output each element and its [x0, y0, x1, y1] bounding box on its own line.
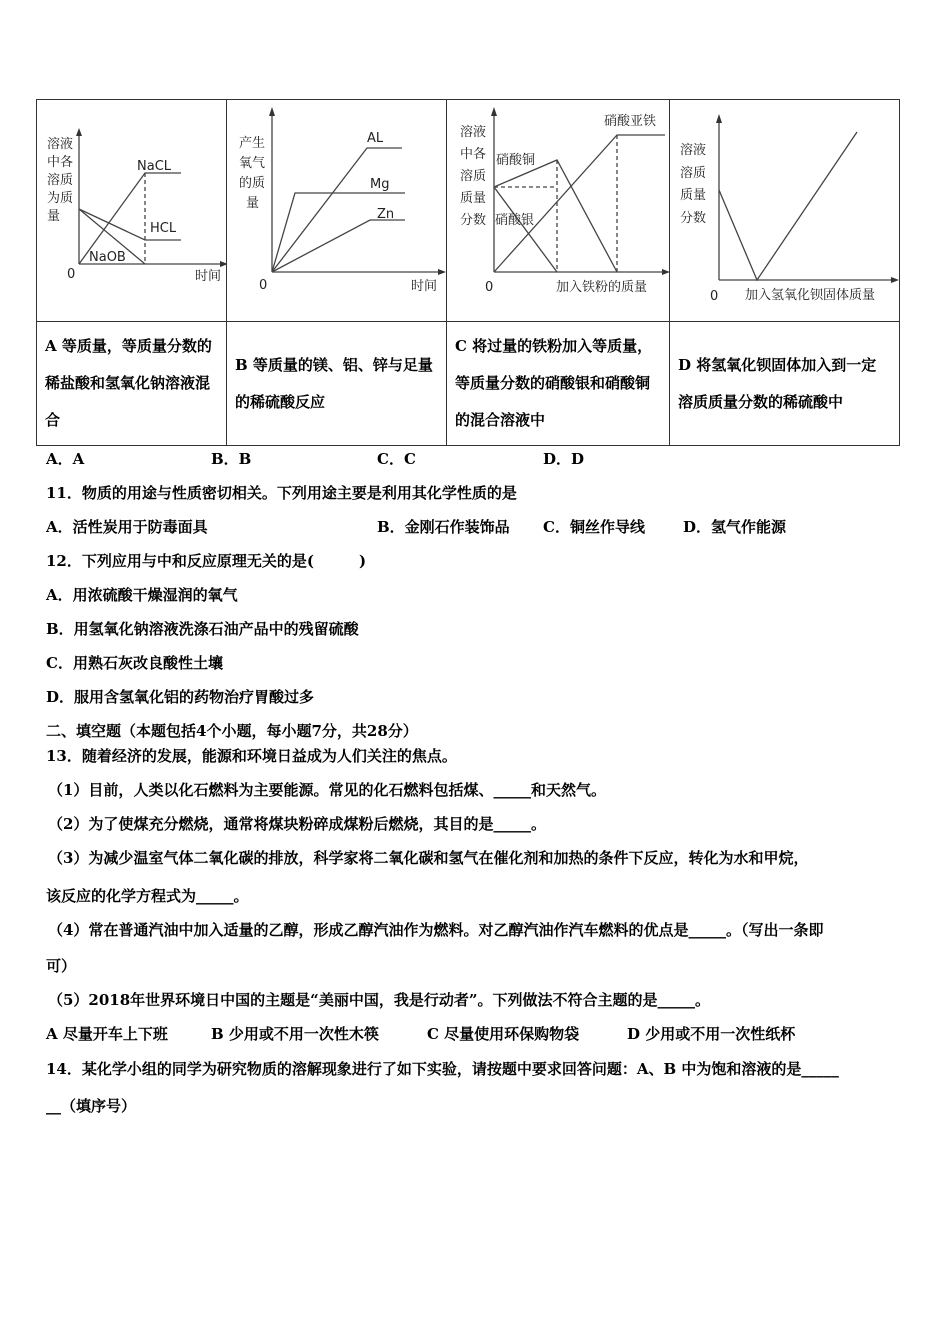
- graph-d-cell: [670, 100, 900, 322]
- svg-text:为质: 为质: [47, 191, 74, 206]
- graph-a-cell: [37, 100, 227, 322]
- svg-text:中各: 中各: [47, 155, 74, 170]
- graph-d: [670, 100, 899, 321]
- q10-option-b: B．B: [211, 450, 252, 468]
- q13-part-3-cont: 该反应的化学方程式为_____。: [46, 887, 249, 905]
- graph-c-cell: [447, 100, 670, 322]
- q13-option-b: B 少用或不用一次性木筷: [211, 1025, 379, 1043]
- series-label: HCL: [150, 221, 177, 236]
- caption-d: D 将氢氧化钡固体加入到一定溶质质量分数的稀硫酸中: [670, 322, 900, 446]
- q13-part-3: （3）为减少温室气体二氧化碳的排放，科学家将二氧化碳和氢气在催化剂和加热的条件下反应，转化为水和甲烷，: [48, 849, 809, 867]
- q12-option-d: D．服用含氢氧化铝的药物治疗胃酸过多: [46, 688, 315, 706]
- graph-a: [37, 100, 226, 321]
- graph-c: [447, 100, 669, 321]
- q11-option-d: D．氢气作能源: [683, 518, 787, 536]
- svg-text:分数: 分数: [460, 213, 487, 228]
- graph-b: [227, 100, 446, 321]
- svg-text:溶液: 溶液: [47, 137, 74, 152]
- series-label: NaCL: [137, 159, 172, 174]
- svg-text:溶液: 溶液: [460, 125, 487, 140]
- q12-stem: 12．下列应用与中和反应原理无关的是( ): [46, 552, 367, 570]
- section-heading: 二、填空题（本题包括4个小题，每小题7分，共28分）: [46, 722, 418, 740]
- q12-option-a: A．用浓硫酸干燥湿润的氧气: [46, 586, 238, 604]
- svg-text:0: 0: [259, 278, 268, 293]
- svg-text:的质: 的质: [239, 176, 266, 191]
- q10-option-d: D．D: [543, 450, 585, 468]
- q10-option-c: C．C: [377, 450, 416, 468]
- q13-option-a: A 尽量开车上下班: [46, 1025, 168, 1043]
- caption-b: B 等质量的镁、铝、锌与足量的稀硫酸反应: [227, 322, 447, 446]
- svg-text:氧气: 氧气: [239, 156, 266, 171]
- svg-text:中各: 中各: [460, 147, 487, 162]
- svg-text:溶液: 溶液: [680, 143, 707, 158]
- q13-part-2: （2）为了使煤充分燃烧，通常将煤块粉碎成煤粉后燃烧，其目的是_____。: [48, 815, 546, 833]
- svg-text:硝酸铜: 硝酸铜: [496, 153, 536, 168]
- svg-text:0: 0: [67, 267, 76, 282]
- svg-text:溶质: 溶质: [680, 166, 707, 181]
- svg-text:加入氢氧化钡固体质量: 加入氢氧化钡固体质量: [745, 288, 876, 303]
- q11-stem: 11．物质的用途与性质密切相关。下列用途主要是利用其化学性质的是: [46, 484, 517, 502]
- q13-option-d: D 少用或不用一次性纸杯: [627, 1025, 796, 1043]
- svg-text:产生: 产生: [239, 136, 266, 151]
- caption-a: A 等质量，等质量分数的稀盐酸和氢氧化钠溶液混合: [37, 322, 227, 446]
- q13-stem: 13．随着经济的发展，能源和环境日益成为人们关注的焦点。: [46, 747, 457, 765]
- svg-text:硝酸银: 硝酸银: [495, 213, 535, 228]
- q13-option-c: C 尽量使用环保购物袋: [427, 1025, 580, 1043]
- svg-text:溶质: 溶质: [460, 169, 487, 184]
- svg-text:AL: AL: [367, 131, 384, 146]
- svg-text:时间: 时间: [195, 269, 222, 284]
- q13-part-5: （5）2018年世界环境日中国的主题是“美丽中国，我是行动者”。下列做法不符合主题的是_____。: [48, 991, 710, 1009]
- svg-text:时间: 时间: [411, 279, 438, 294]
- q10-option-a: A．A: [46, 450, 85, 468]
- svg-text:溶质: 溶质: [47, 173, 74, 188]
- series-label: NaOB: [89, 250, 126, 265]
- svg-text:0: 0: [485, 280, 494, 295]
- q13-part-4: （4）常在普通汽油中加入适量的乙醇，形成乙醇汽油作为燃料。对乙醇汽油作汽车燃料的优点是_____。（写出一条即: [48, 921, 824, 939]
- q10-graph-table: [36, 99, 900, 446]
- q13-part-4-cont: 可）: [46, 957, 77, 975]
- q12-option-c: C．用熟石灰改良酸性土壤: [46, 654, 223, 672]
- q13-part-1: （1）目前，人类以化石燃料为主要能源。常见的化石燃料包括煤、_____和天然气。: [48, 781, 606, 799]
- q11-option-b: B．金刚石作装饰品: [377, 518, 510, 536]
- q14-stem: 14．某化学小组的同学为研究物质的溶解现象进行了如下实验，请按题中要求回答问题：A、B 中为饱和溶液的是_____: [46, 1060, 839, 1078]
- q12-option-b: B．用氢氧化钠溶液洗涤石油产品中的残留硫酸: [46, 620, 359, 638]
- q14-stem-cont: __（填序号）: [46, 1097, 137, 1115]
- svg-text:质量: 质量: [680, 188, 707, 203]
- q11-option-c: C．铜丝作导线: [543, 518, 645, 536]
- svg-text:量: 量: [47, 209, 61, 224]
- q11-option-a: A．活性炭用于防毒面具: [46, 518, 208, 536]
- svg-text:质量: 质量: [460, 191, 487, 206]
- svg-text:Zn: Zn: [377, 207, 395, 222]
- svg-text:分数: 分数: [680, 211, 707, 226]
- svg-text:0: 0: [710, 289, 719, 304]
- svg-text:硝酸亚铁: 硝酸亚铁: [604, 114, 657, 129]
- svg-text:加入铁粉的质量: 加入铁粉的质量: [556, 280, 648, 295]
- caption-c: C 将过量的铁粉加入等质量，等质量分数的硝酸银和硝酸铜的混合溶液中: [447, 322, 670, 446]
- graph-b-cell: [227, 100, 447, 322]
- svg-text:量: 量: [246, 196, 260, 211]
- svg-text:Mg: Mg: [370, 177, 390, 192]
